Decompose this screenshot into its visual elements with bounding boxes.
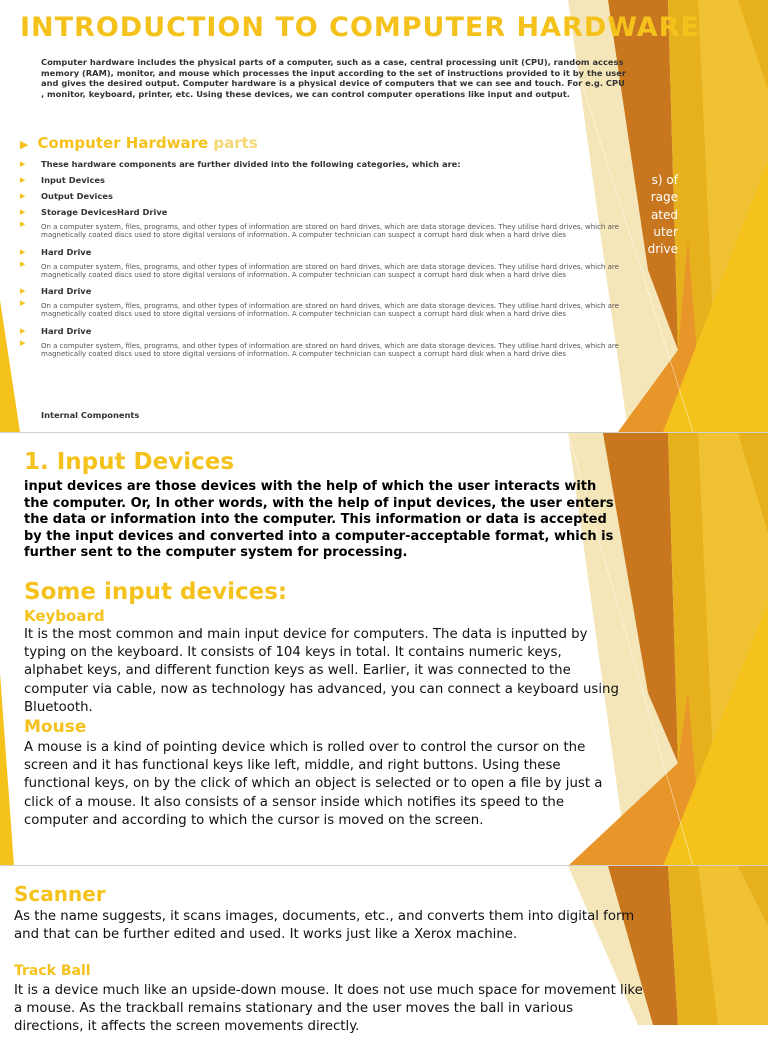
- list-item: [20, 188, 626, 204]
- list-item: [20, 156, 626, 172]
- triangle-bullet-icon: ▶: [20, 259, 26, 268]
- scanner-description: As the name suggests, it scans images, documents, etc., and converts them into digital form and that can be further edited and used. It works just like a Xerox machine.: [14, 909, 635, 943]
- scanner-heading: Scanner: [14, 882, 106, 906]
- list-item-text: These hardware components are further divided into the following categories, which are:: [41, 159, 461, 169]
- keyboard-heading: Keyboard: [24, 607, 105, 625]
- triangle-bullet-icon: ▶: [20, 138, 29, 151]
- list-item-detail: [20, 339, 626, 363]
- triangle-bullet-icon: ▶: [20, 176, 26, 184]
- triangle-bullet-icon: ▶: [20, 338, 26, 347]
- triangle-bullet-icon: ▶: [20, 299, 26, 308]
- slide-more-input-devices: [0, 865, 768, 1035]
- triangle-bullet-icon: ▶: [20, 192, 26, 200]
- section-heading-text: Computer Hardware: [37, 134, 209, 152]
- input-devices-intro: input devices are those devices with the help of which the user interacts with the computer. Or, In other words, with the help of input devices, the user enters the data or information into the computer. This information or data is accepted by the input devices and converted into a computer-acceptable format, which is further sent to the computer system for processing.: [24, 479, 614, 560]
- ghost-overflow-text: s) of rage ated uter drive: [647, 173, 678, 257]
- list-item-text: Hard Drive: [41, 325, 92, 336]
- hardware-category-list: [20, 156, 626, 362]
- section-heading: [20, 134, 258, 152]
- list-item-detail: [20, 260, 626, 284]
- triangle-bullet-icon: ▶: [20, 208, 26, 216]
- section-heading-suffix: parts: [213, 134, 258, 152]
- trackball-heading: Track Ball: [14, 963, 91, 979]
- list-item-text: Hard Drive: [41, 286, 92, 297]
- list-item-text: Hard Drive: [41, 246, 92, 257]
- list-item-text: On a computer system, files, programs, and other types of information are stored on hard drives, which are data storage devices. They utilise hard drives, which are magnetically coated discs used to store digital versions of information. A computer technician can suspect a corrupt hard disk when a hard drive dies: [41, 223, 619, 240]
- list-item-text: On a computer system, files, programs, and other types of information are stored on hard drives, which are data storage devices. They utilise hard drives, which are magnetically coated discs used to store digital versions of information. A computer technician can suspect a corrupt hard disk when a hard drive dies: [41, 341, 619, 359]
- keyboard-description: It is the most common and main input device for computers. The data is inputted by typing on the keyboard. It consists of 104 keys in total. It contains numeric keys, alphabet keys, and different function keys as well. Earlier, it was connected to the computer via cable, now as technology has advanced, you can connect a keyboard using Bluetooth.: [24, 627, 619, 715]
- page-title: INTRODUCTION TO COMPUTER HARDWARE: [20, 12, 700, 43]
- list-item-detail: [20, 299, 626, 323]
- list-item: [20, 172, 626, 188]
- list-item: [20, 204, 626, 220]
- triangle-bullet-icon: ▶: [20, 326, 26, 335]
- list-item-text: On a computer system, files, programs, and other types of information are stored on hard drives, which are data storage devices. They utilise hard drives, which are magnetically coated discs used to store digital versions of information. A computer technician can suspect a corrupt hard disk when a hard drive dies: [41, 302, 619, 319]
- mouse-heading: Mouse: [24, 717, 87, 737]
- mouse-description: A mouse is a kind of pointing device which is rolled over to control the cursor on the screen and it has functional keys like left, middle, and right buttons. Using these functional keys, on by the click of which an object is selected or to open a file by just a click of a mouse. It also consists of a sensor inside which notifies its speed to the computer and according to which the cursor is moved on the screen.: [24, 740, 603, 828]
- slide-input-devices: [0, 432, 768, 865]
- list-item: [20, 244, 626, 260]
- input-devices-title: 1. Input Devices: [24, 449, 235, 475]
- triangle-bullet-icon: ▶: [20, 160, 26, 168]
- list-item-text: Input Devices: [41, 175, 105, 185]
- triangle-bullet-icon: ▶: [20, 247, 26, 256]
- triangle-bullet-icon: ▶: [20, 287, 26, 296]
- intro-paragraph: Computer hardware includes the physical parts of a computer, such as a case, central processing unit (CPU), random access memory (RAM), monitor, and mouse which processes the input according to the set of instructions provided to it by the user and gives the desired output. Computer hardware is a physical device of computers that we can see and touch. For e.g. CPU , monitor, keyboard, printer, etc. Using these devices, we can control computer operations like input and output.: [41, 57, 626, 99]
- slide-hardware-intro: [0, 0, 768, 432]
- list-item-text: On a computer system, files, programs, and other types of information are stored on hard drives, which are data storage devices. They utilise hard drives, which are magnetically coated discs used to store digital versions of information. A computer technician can suspect a corrupt hard disk when a hard drive dies: [41, 262, 619, 279]
- triangle-bullet-icon: ▶: [20, 220, 26, 228]
- list-item: [20, 323, 626, 339]
- list-item: [20, 283, 626, 299]
- internal-components-label: Internal Components: [41, 410, 140, 420]
- some-input-devices-heading: Some input devices:: [24, 579, 288, 605]
- list-item-text: Output Devices: [41, 191, 113, 201]
- trackball-description: It is a device much like an upside-down mouse. It does not use much space for movement like a mouse. As the trackball remains stationary and the user moves the ball in various directions, it affects the screen movements directly.: [14, 983, 643, 1035]
- list-item-text: Storage DevicesHard Drive: [41, 207, 168, 217]
- list-item-detail: [20, 220, 626, 244]
